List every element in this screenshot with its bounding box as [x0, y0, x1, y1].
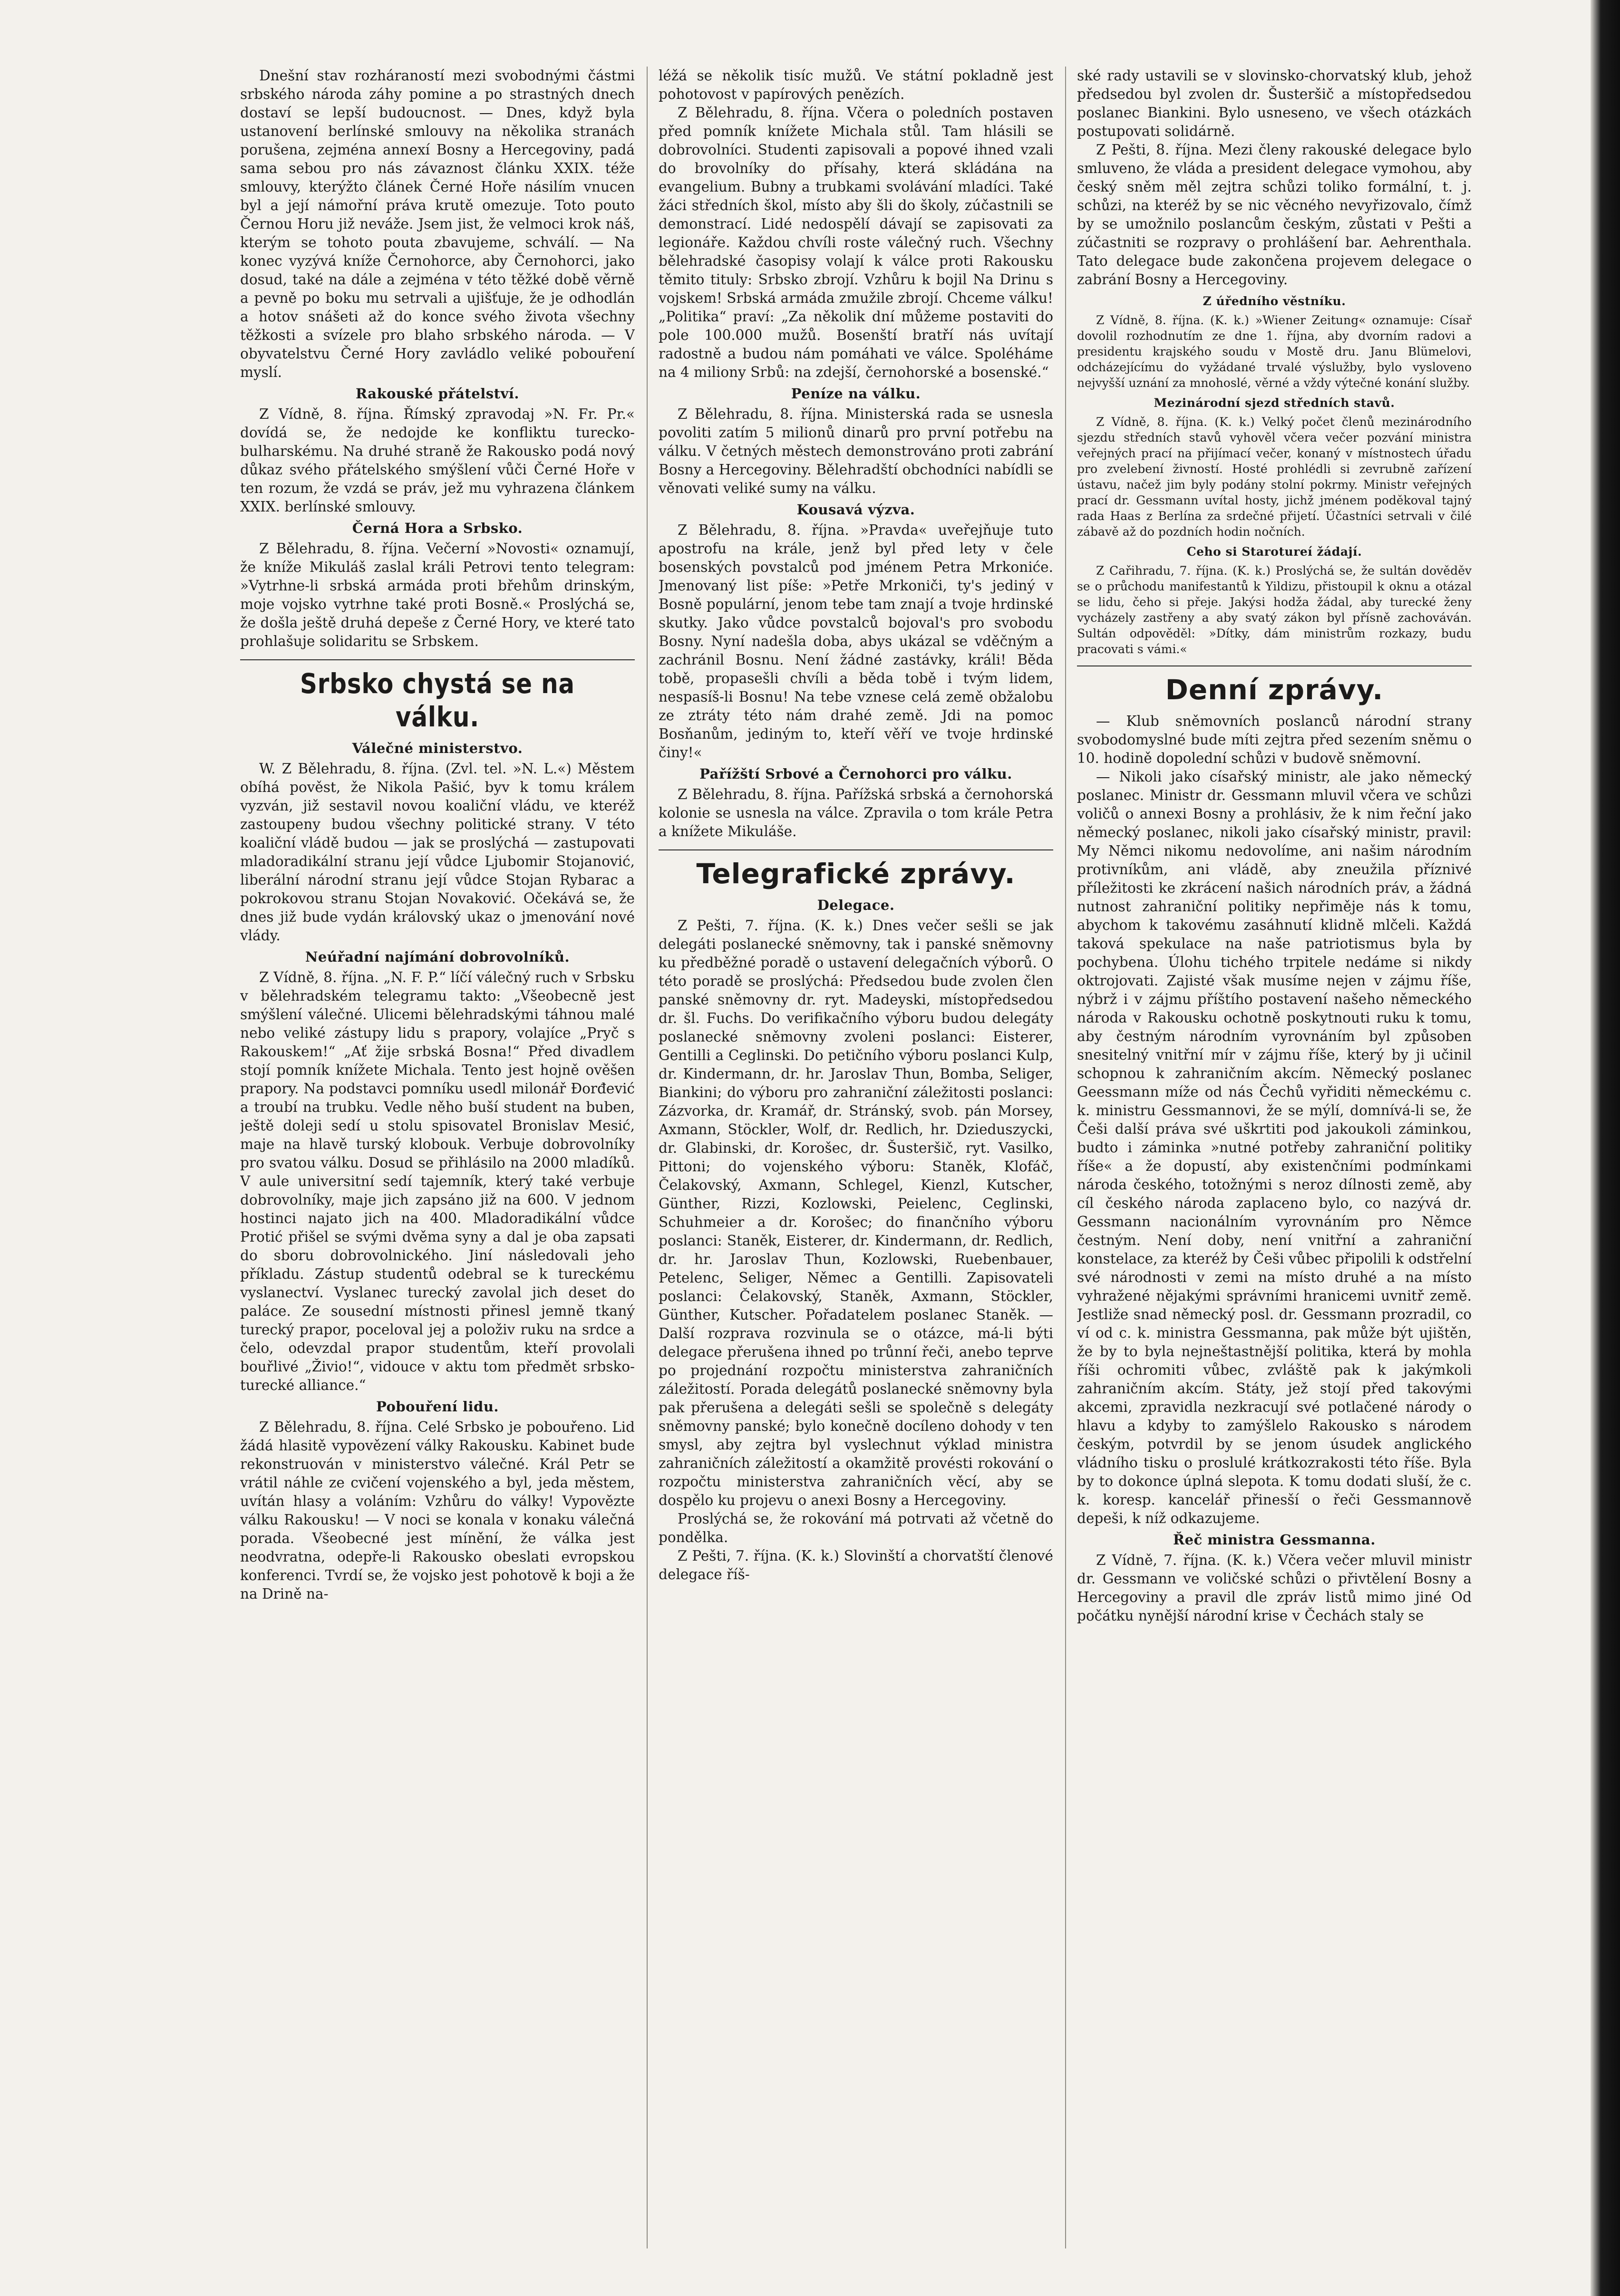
section-title-kousava-vyzva: Kousavá výzva.	[796, 502, 915, 518]
article-nikoli: — Nikoli jako císařský ministr, ale jako německý poslanec. Ministr dr. Gessmann mluvil včera ve schůzi voličů o annexi Bosny a prohlásiv, že k nim řeční jako německý poslanec, nikoli jako císařský ministr, pravil: My Němci nikomu nedovolíme, ani našim národním protivníkům, ani vládě, aby zneužila příznivé příležitosti ke zkrácení našich národních práv, a žádná nutnost zahraniční politiky nepřiměje nás k tomu, abychom k takovému zasáhnutí klidně mlčeli. Každá taková spekulace na naše patriotismus byla by pochybena. Úlohu tichého trpitele nedáme si nikdy oktrojovati. Zajisté však musíme nejen v zájmu říše, nýbrž i v zájmu příštího postavení našeho německého národa v Rakousku ochotně poskytnouti ruku k tomu, aby čestným národním vyrovnáním byl způsoben snesitelný vnitřní mír v zájmu říše, který by ji učinil schopnou k zahraničním akcím. Německý poslanec Geessmann míže od nás Čechů vyřiditi německému c. k. ministru Gessmannovi, že se mýlí, domnívá-li se, že Češi další práva své uškrtiti pod jakoukoli záminkou, budto i záminka »nutné potřeby zahraniční politiky říše« a že dopustí, aby existenčními podmínkami národa českého, totožnými s neroz dílnosti země, aby cíl českého národa zaplaceno bylo, co nazývá dr. Gessmann nacionálním vyrovnáním pro Němce čestným. Není doby, není vnitřní a zahraniční konstelace, za kteréž by Češi vůbec připolili k odstřelní své národnosti v zemi na místo druhé a na místo vyhražené nějakými správními hranicemi uvnitř země. Jestliže snad německý posl. dr. Gessmann prozradil, co ví od c. k. ministra Gessmanna, pak může být ujištěn, že by to byla nejneštastnější politika, která by mohla říši ochromiti vůbec, zvláště pak k jakýmkoli zahraničním akcím. Státy, jež stojí před takovými akcemi, zpravidla nezkracují své potlačené národy o hlavu a kdyby to zamýšlelo Rakousko s národem českým, potvrdil by se jenom úsudek anglického vládního tisku o proslulé krátkozrakosti této říše. Byla by to dokonce úplná slepota. K tomu dodati sluší, že c. k. koresp. kancelář přinesší o řeči Gessmannově depeši, k níž odkazujeme.	[1077, 769, 1472, 1526]
section-title-starotureci: Ceho si Starotureí žádají.	[1186, 545, 1362, 559]
column-3	[1077, 67, 1472, 2248]
article-slovinsti: Z Pešti, 7. října. (K. k.) Slovinští a chorvatští členové delegace říš-	[659, 1548, 1053, 1582]
article-delegace: Z Pešti, 7. října. (K. k.) Dnes večer sešli se jak delegáti poslanecké sněmovny, tak i panské sněmovny ku předběžné poradě o ustavení delegačních výborů. O této poradě se proslýchá: Předsedou bude zvolen člen panské sněmovny dr. ryt. Madeyski, místopředsedou dr. šl. Fuchs. Do verifikačního výboru budou delegáty poslanecké sněmovny zvoleni poslanci: Eisterer, Gentilli a Ceglinski. Do petičního výboru poslanci Kulp, dr. Kindermann, dr. hr. Jaroslav Thun, Bomba, Seliger, Biankini; do výboru pro zahraniční záležitosti poslanci: Zázvorka, dr. Kramář, dr. Stránský, svob. pán Morsey, Axmann, Stöckler, Wolf, dr. Redlich, hr. Dzieduszycki, dr. Glabinski, dr. Korošec, dr. Šusteršič, ryt. Vasilko, Pittoni; do vojenského výboru: Staněk, Klofáč, Čelakovský, Axmann, Schlegel, Kienzl, Kutscher, Günther, Rizzi, Kozlowski, Peielenc, Ceglinski, Schuhmeier a dr. Korošec; do finančního výboru poslanci: Staněk, Eisterer, dr. Kindermann, dr. Redlich, dr. hr. Jaroslav Thun, Kozlowski, Ruebenbauer, Petelenc, Seliger, Němec a Gentilli. Zapisovateli poslanci: Čelakovský, Staněk, Axmann, Stöckler, Günther, Kutscher. Pořadatelem poslanec Staněk. — Další rozprava rozvinula se o otázce, má-li býti delegace přerušena ihned po trůnní řeči, anebo teprve po projednání rozpočtu ministerstva zahraničních záležitostí. Porada delegátů poslanecké sněmovny byla pak přerušena a delegáti sešli se společně s delegáty sněmovny panské; bylo konečně docíleno dohody v ten smysl, aby zejtra byl vyslechnut výklad ministra zahraničních záležitostí a okamžitě provésti rokování o rozpočtu ministerstva zahraničních věcí, aby se dospělo ku projevu o anexi Bosny a Hercegoviny.	[659, 917, 1053, 1508]
article-rec-ministra: Z Vídně, 7. října. (K. k.) Včera večer mluvil ministr dr. Gessmann ve voličské schůzi o přivtělení Bosny a Hercegoviny a pravil dle zpráv listů mimo jiné Od počátku nynější národní krise v Čechách staly se	[1077, 1552, 1472, 1624]
article-rakouske-pratelstvi: Z Vídně, 8. října. Římský zpravodaj »N. Fr. Pr.« dovídá se, že nedojde ke konfliktu turecko-bulharskému. Na druhé straně že Rakousko podá nový důkaz svého přátelského smýšlení vůči Černé Hoře v ten rozum, že vzdá se práv, jež mu vyhrazena článkem XXIX. berlínské smlouvy.	[240, 406, 635, 515]
section-title-valecne-ministerstvo: Válečné ministerstvo.	[352, 740, 523, 756]
section-title-penize: Peníze na válku.	[791, 386, 921, 402]
article-starotureci: Z Cařihradu, 7. října. (K. k.) Proslýchá se, že sultán dověděv se o průchodu manifestantů k Yildizu, přistoupil k oknu a otázal se lidu, čeho si přeje. Jakýsi hodža žádal, aby turecké ženy vycházely zastřeny a aby svatý zákon byl přísně zachováván. Sultán odpověděl: »Dítky, dám ministrům rozkazy, budu pracovati s vámi.«	[1077, 564, 1472, 656]
scan-edge-shadow	[1591, 0, 1620, 2296]
article-presid: Z Pešti, 8. října. Mezi členy rakouské delegace bylo smluveno, že vláda a president delegace vymohou, aby český sněm měl zejtra schůzi toliko formální, t. j. schůzi, na kteréž by se nic věcného nevyřizovalo, čímž by se umožnilo poslancům českým, zůstati v Pešti a zúčastniti se rozpravy o prohlášení bar. Aehrenthala. Tato delegace bude zakončena projevem delegace o zabrání Bosny a Hercegoviny.	[1077, 142, 1472, 288]
article-mezinarodni-sjezd: Z Vídně, 8. října. (K. k.) Velký počet členů mezinárodního sjezdu středních stavů vyhověl včera večer pozvání ministra veřejných prací na přijímací večer, konaný v místnostech úřadu pro zvelebení živností. Hosté prohlédli si zevrubně zařízení ústavu, načež jim byly podány stolní pokrmy. Ministr veřejných prací dr. Gessmann uvítal hosty, jichž jménem poděkoval tajný rada Haas z Berlína za srdečné přijetí. Účastníci setrvali v čilé zábavě až do pozdních hodin nočních.	[1077, 415, 1472, 539]
article-neuradni-najimani: Z Vídně, 8. října. „N. F. P.“ líčí válečný ruch v Srbsku v bělehradském telegramu takto: „Všeobecně jest smýšlení válečné. Ulicemi bělehradskými táhnou malé nebo veliké zástupy lidu s prapory, volajíce „Pryč s Rakouskem!“ „Ať žije srbská Bosna!“ Před divadlem stojí pomník knížete Michala. Tento jest hojně ověšen prapory. Na podstavci pomníku usedl milonář Đorđević a troubí na trubku. Vedle něho buší student na buben, ještě doleji sedí u stolu spisovatel Bronislav Mesić, maje na hlavě turský klobouk. Verbuje dobrovolníky pro svatou válku. Dosud se přihlásilo na 2000 mladíků. V aule universitní sedí tajemník, který také verbuje dobrovolníky, maje jich zapsáno již na 600. V jednom hostinci najato jich na 400. Mladoradikální vůdce Protić přišel se svými dvěma syny a dal je oba zapsati do sboru dobrovolnického. Jiní následovali jeho příkladu. Zástup studentů odebral se k tureckému vyslanectví. Vyslanec turecký zavolal jich deset do paláce. Ze sousední místnosti přinesl jemně tkaný turecký prapor, poceloval jej a položiv ruku na srdce a čelo, odevzdal prapor studentům, kteří provolali bouřlivé „Živio!“, vidouce v aktu tom předmět srbsko-turecké alliance.“	[240, 969, 635, 1393]
section-title-parizsti-srbove: Pařížští Srbové a Černohorci pro válku.	[699, 766, 1012, 782]
article-parizsti-srbove: Z Bělehradu, 8. října. Pařížská srbská a černohorská kolonie se usnesla na válce. Zpravila o tom krále Petra a knížete Mikuláše.	[659, 786, 1053, 839]
article-klub: — Klub sněmovních poslanců národní strany svobodomyslné bude míti zejtra před sezením sněmu o 10. hodině dopolední schůzi v budově sněmovní.	[1077, 713, 1472, 766]
article-kousava-vyzva: Z Bělehradu, 8. října. »Pravda« uveřejňuje tuto apostrofu na krále, jenž byl před lety v čele bosenských povstalců pod jménem Petra Mrkoniće. Jmenovaný list píše: »Petře Mrkoniči, ty's jediný v Bosně populární, jenom tebe tam znají a tvoje hrdinské skutky. Jako vůdce povstalců bojoval's pro svobodu Bosny. Nyní nadešla doba, abys ukázal se vděčným a zachránil Bosnu. Není žádné zastávky, králi! Běda tobě, propasešli chvíli a běda tobě i tvým lidem, nespasíš-li Bosnu! Na tebe vznese celá země obžalobu ze ztráty této nám drahé země. Jdi na pomoc Bosňanům, jediným to, kteří věří ve tvoje hrdinské činy!«	[659, 522, 1053, 761]
article-continuation: léžá se několik tisíc mužů. Ve státní pokladně jest pohotovost v papírových penězích.	[659, 68, 1053, 102]
headline-srbsko-chysta: Srbsko chystá se na válku.	[300, 667, 575, 733]
section-title-pobureni-lidu: Pobouření lidu.	[376, 1399, 499, 1415]
section-title-delegace: Delegace.	[817, 897, 895, 913]
article-pomnik: Z Bělehradu, 8. října. Včera o poledních postaven před pomník knížete Michala stůl. Tam hlásili se dobrovolníci. Studenti zapisovali a popové ihned vzali do brovolníky do přísahy, která skládána na evangelium. Bubny a trubkami svolávání mladíci. Také žáci středních škol, místo aby šli do školy, zúčastnili se demonstrací. Lidé nedospělí dávají se zapisovati za legionáře. Každou chvíli roste válečný ruch. Všechny bělehradské časopisy volají k válce proti Rakousku těmito tituly: Srbsko zbrojí. Vzhůru k bojil Na Drinu s vojskem! Srbská armáda zmužile zbrojí. Chceme válku! „Politika“ praví: „Za několik dní můžeme postaviti do pole 100.000 mužů. Bosenští bratří nás uvítají radostně a budou nám pomáhati ve válce. Spoléháme na 4 miliony Srbů: na zdejší, černohorské a bosenské.“	[659, 105, 1053, 380]
article-intro-text: Dnešní stav rozháraností mezi svobodnými částmi srbského národa záhy pomine a po strastných dnech dostaví se lepší budoucnost. — Dnes, když byla ustanovení berlínské smlouvy na několika stranách porušena, zejména annexí Bosny a Hercegoviny, padá sama sebou pro nás závaznost článku XXIX. téže smlouvy, kterýžto článek Černé Hoře násilím vnucen byl a její námořní práva krutě omezuje. Toto pouto Černou Horu již neváže. Jsem jist, že velmoci krok náš, kterým se tohoto pouta zbavujeme, schválí. — Na konec vyzývá kníže Černohorce, aby Černohorci, jako dosud, také na dále a zejména v této těžké době věrně a pevně po boku mu setrvali a ujišťuje, že je odhodlán a hotov snášeti až do konce svého života všechny těžkosti a svízele pro blaho srbského národa. — V obyvatelstvu Černé Hory zavládlo veliké pobouření myslí.	[240, 68, 635, 380]
column-1	[240, 67, 635, 2248]
section-title-rec-ministra: Řeč ministra Gessmanna.	[1173, 1532, 1376, 1548]
article-delegace-2: Proslýchá se, že rokování má potrvati až včetně do pondělka.	[659, 1511, 1053, 1545]
headline-denni-zpravy: Denní zprávy.	[1165, 674, 1384, 706]
section-title-mezinarodni-sjezd: Mezinárodní sjezd středních stavů.	[1154, 396, 1395, 410]
section-title-rakouske-pratelstvi: Rakouské přátelství.	[356, 386, 519, 402]
column-2	[659, 67, 1053, 2248]
newspaper-page	[240, 67, 1472, 2253]
article-uredni-vestnik: Z Vídně, 8. října. (K. k.) »Wiener Zeitung« oznamuje: Císař dovolil rozhodnutím ze dne 1. října, aby dvorním radovi a presidentu krajského soudu v Mostě dru. Janu Blümelovi, odcházejícímu do vyžádané trvalé výslužby, bylo vysloveno nejvyšší uznání za mnohoslé, věrné a vždy výtečné konání služby.	[1077, 313, 1472, 390]
section-title-neuradni-najimani: Neúřadní najímání dobrovolníků.	[305, 949, 570, 965]
article-pobureni-lidu: Z Bělehradu, 8. října. Celé Srbsko je pobouřeno. Lid žádá hlasitě vypovězení války Rakousku. Kabinet bude rekonstruován v ministerstvo válečné. Král Petr se vrátil náhle ze cvičení vojenského a byl, jeda městem, uvítán hlasy a voláním: Vzhůru do války! Vypovězte válku Rakousku! — V noci se konala v konaku válečná porada. Všeobecné jest mínění, že válka jest neodvratna, odepře-li Rakousko obeslati evropskou konferenci. Tvrdí se, že vojsko jest pohotově k boji a že na Drině na-	[240, 1419, 635, 1602]
article-penize: Z Bělehradu, 8. října. Ministerská rada se usnesla povoliti zatím 5 milionů dinarů pro první potřebu na válku. V četných městech demonstrováno proti zabrání Bosny a Hercegoviny. Bělehradští obchodníci nabídli se věnovati veliké sumy na válku.	[659, 406, 1053, 496]
section-title-cerna-hora: Černá Hora a Srbsko.	[352, 520, 523, 536]
article-valecne-ministerstvo: W. Z Bělehradu, 8. října. (Zvl. tel. »N. L.«) Městem obíhá pověst, že Nikola Pašić, byv k tomu králem vyzván, již sestavil novou koaliční vládu, ve kteréž zastoupeny budou všechny politické strany. V této koaliční vládě budou — jak se proslýchá — zastupovati mladoradikální stranu její vůdce Ljubomir Stojanović, liberální národní stranu její vůdce Stojan Rybarac a pokrokovou stranu Stojan Novaković. Očekává se, že dnes již bude vydán královský ukaz o jmenování nové vlády.	[240, 761, 635, 944]
section-title-uredni-vestnik: Z úředního věstníku.	[1203, 294, 1346, 308]
column-rule	[647, 67, 648, 2248]
divider	[240, 659, 635, 660]
article-cerna-hora: Z Bělehradu, 8. října. Večerní »Novosti« oznamují, že kníže Mikuláš zaslal králi Petrovi tento telegram: »Vytrhne-li srbská armáda proti břehům drinským, moje vojsko vytrhne také proti Bosně.« Proslýchá se, že došla ještě druhá depeše z Černé Hory, ve které tato prohlašuje solidaritu se Srbskem.	[240, 540, 635, 649]
divider	[659, 849, 1053, 850]
article-continuation: ské rady ustavili se v slovinsko-chorvatský klub, jehož předsedou byl zvolen dr. Šusteršič a místopředsedou poslanec Biankini. Bylo usneseno, ve všech otázkách postupovati solidárně.	[1077, 68, 1472, 139]
headline-telegraficke-zpravy: Telegrafické zprávy.	[696, 858, 1016, 890]
column-rule	[1065, 67, 1066, 2248]
